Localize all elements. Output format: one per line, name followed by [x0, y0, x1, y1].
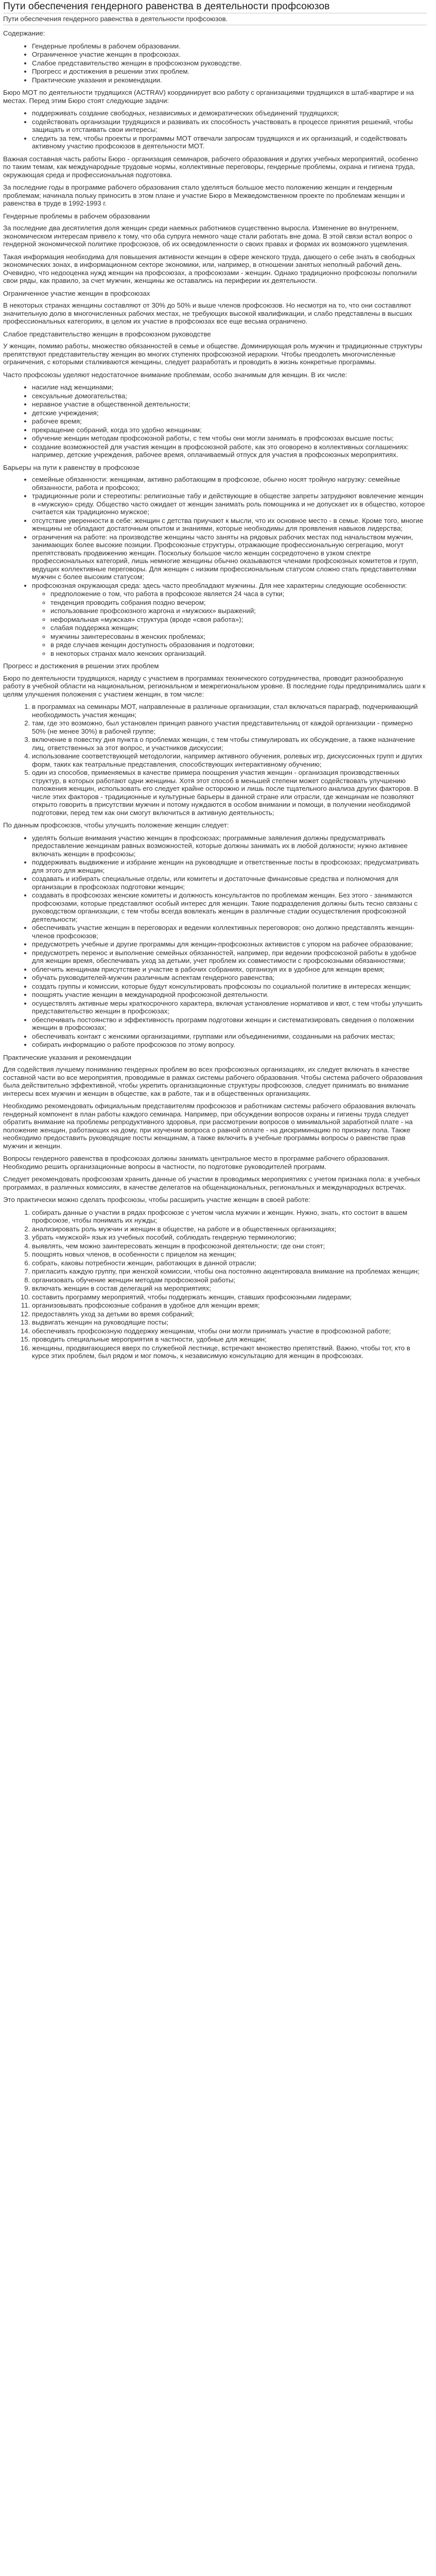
list-item: • семейные обязанности: женщинам, активно работающим в профсоюзе, обычно носят тройную нагрузку: семейные обязанности, работа и профсоюз;: [32, 476, 427, 492]
list-item: 13. выдвигать женщин на руководящие посты;: [32, 1318, 427, 1327]
list-item: • неравное участие в общественной деятельности;: [32, 400, 427, 409]
list-item: • обеспечивать контакт с женскими организациями, группами или объединениями, созданными на рабочих местах;: [32, 1032, 427, 1041]
list-item: 8. организовать обучение женщин методам профсоюзной работы;: [32, 1276, 427, 1284]
list-item: • создавать и избирать специальные отделы, или комитеты и достаточные финансовые средства и полномочия для организации в профсоюзах подготовки женщин;: [32, 875, 427, 891]
list-item: 4. выявлять, чем можно заинтересовать женщин в профсоюзной деятельности; где они стоят;: [32, 1242, 427, 1250]
section-heading-1: Гендерные проблемы в рабочем образовании: [3, 212, 150, 220]
intro-paragraph-3: За последние годы в программе рабочего образования стало уделяться большое место положению женщин и гендерным проблемам; начинала польку приносить в этом плане и участие Бюро в Межведомственном проекте по проблемам женщин и равенства в труде в 1992-1993 г.: [3, 183, 405, 207]
section-heading-2: Ограниченное участие женщин в профсоюзах: [3, 289, 150, 297]
section-heading-6: Практические указания и рекомендации: [3, 1053, 132, 1061]
list-item: • создать группы и комиссии, которые будут консультировать профсоюзы по социальной политике в интересах женщин;: [32, 982, 427, 991]
list-item: 10. составить программу мероприятий, чтобы поддержать женщин, ставших профсоюзными лидерами;: [32, 1293, 427, 1301]
list-item: • Практические указания и рекомендации.: [32, 76, 427, 84]
list-item: 16. женщины, продвигающиеся вверх по служебной лестнице, встречают множество препятствий. Важно, чтобы тот, кто в курсе этих проблем, был рядом и мог помочь, к независимую консультацию для женщин в профсоюзах.: [32, 1344, 427, 1360]
list-item: • предусмотреть учебные и другие программы для женщин-профсоюзных активистов с упором на рабочее образование;: [32, 940, 427, 948]
list-item: • обеспечивать постоянство и эффективность программ подготовки женщин и систематизировать сведения о положении женщин в профсоюзах;: [32, 1016, 427, 1032]
list-item: 5. поощрять новых членов, в особенности с прицелом на женщин;: [32, 1250, 427, 1259]
list-item: 2. анализировать роль мужчин и женщин в обществе, на работе и в общественных организациях;: [32, 1225, 427, 1233]
list-item: • традиционные роли и стереотипы: религиозные табу и действующие в обществе запреты затрудняют вовлечение женщин в «мужскую» среду. Общество часто ожидает от женщин занимать роль помощника и не допускает их в общество, которое считается как традиционно мужское;: [32, 492, 427, 516]
list-item: 6. собрать, каковы потребности женщин, работающих в данной отрасли;: [32, 1259, 427, 1267]
list-item: • отсутствие уверенности в себе: женщин с детства приучают к мысли, что их основное место - в семье. Кроме того, многие женщины не обладают достаточным опытом и знаниями, которые необходимы для проявления навыков лидерства;: [32, 517, 427, 533]
list-item: 4. использование соответствующей методологии, например активного обучения, ролевых игр, дискуссионных групп и других форм, таких как театральные представления, способствующих интерактивному обучению;: [32, 752, 427, 768]
section-2-paragraph-1: В некоторых странах женщины составляют от 30% до 50% и выше членов профсоюзов. Но несмотря на то, что они составляют значительную долю в многочисленных рабочих местах, не требующих высокой квалификации, и слабо представлены в высших профессиональных категориях, в целом их участие в профсоюзах все еще весьма ограничено.: [3, 301, 412, 325]
sub-list-item: ◦ мужчины заинтересованы в женских проблемах;: [50, 633, 427, 641]
list-item: • Ограниченное участие женщин в профсоюзах.: [32, 50, 427, 59]
list-item: • рабочее время;: [32, 417, 427, 426]
list-item: • поддерживать создание свободных, независимых и демократических объединений трудящихся;: [32, 109, 427, 117]
list-item: • поощрять участие женщин в международной профсоюзной деятельности.: [32, 991, 427, 999]
section-5-paragraph-1: Бюро по деятельности трудящихся, наряду с участием в программах технического сотрудничества, проводит разнообразную работу в учебной области на национальном, региональном и межрегиональном уровне. В последние годы предпринимались шаги к целям улучшения положения с участием женщин, в том числе:: [3, 674, 426, 698]
list-item: • насилие над женщинами;: [32, 383, 427, 392]
section-heading-3: Слабое представительство женщин в профсоюзном руководстве: [3, 330, 211, 338]
section-6-paragraph-4: Следует рекомендовать профсоюзам хранить данные об участии в проводимых мероприятиях с учетом признака пола: в учебных программах, в различных комиссиях, в качестве делегатов на общенациональных, региональных и международных встречах.: [3, 1175, 421, 1191]
page-title: Пути обеспечения гендерного равенства в деятельности профсоюзов: [3, 1, 330, 12]
section-heading-5: Прогресс и достижения в решении этих проблем: [3, 662, 159, 670]
list-item: • создание возможностей для участия женщин в профсоюзной работе, как это оговорено в коллективных соглашениях: например, детские учреждения, рабочее время, оплачиваемый отпуск для участия в профсоюзных мероприятиях.: [32, 443, 427, 459]
section-6-paragraph-2: Необходимо рекомендовать официальным представителям профсоюзов и работникам системы рабочего образования включать гендерный компонент в план работы каждого семинара. Например, при обсуждении вопросов охраны и гигиены труда следует обратить внимание на проблемы репродуктивного здоровья, при рассмотрении вопросов о минимальной заработной плате - на положение женщин, работающих на дому, при изучении вопроса о равной оплате - на дискриминацию по признаку пола. Также необходимо предоставить руководящие посты женщинам, а также включить в учебные программы вопросы о равенстве прав мужчин и женщин.: [3, 1102, 416, 1150]
sub-list-item: ◦ использование профсоюзного жаргона и «мужских» выражений;: [50, 607, 427, 615]
section-3-paragraph-2: Часто профсоюзы уделяют недостаточное внимание проблемам, особо значимым для женщин. В их числе:: [3, 370, 347, 379]
list-item: 2. там, где это возможно, был установлен принцип равного участия представительниц от каждой организации - примерно 50% (не менее 30%) в рабочей группе;: [32, 719, 427, 735]
list-item: • следить за тем, чтобы проекты и программы МОТ отвечали запросам трудящихся и их организаций, и содействовать активному участию профсоюзов в деятельности МОТ.: [32, 134, 427, 150]
page-subtitle: Пути обеспечения гендерного равенства в деятельности профсоюзов.: [3, 13, 427, 25]
section-6-paragraph-5: Это практически можно сделать профсоюзы, чтобы расширить участие женщин в своей работе:: [3, 1196, 310, 1204]
section-6-paragraph-1: Для содействия лучшему пониманию гендерных проблем во всех профсоюзных организациях, их следует включать в качестве составной части во все мероприятия, проводимые в рамках системы рабочего образования. Чтобы система рабочего образования была действительно эффективной, чтобы укрепить организационные структуры профсоюзов, следует принимать во внимание интересы всех мужчин и женщин в обществе, как в работе, так и в общественных организациях.: [3, 1065, 423, 1097]
list-item: 5. один из способов, применяемых в качестве примера поощрения участия женщин - организация производственных структур, в которых работают одни женщины. Хотя этот способ в меньшей степени может содействовать улучшению положения женщин, использовать его следует крайне осторожно и лишь после тщательного анализа других факторов. В числе этих факторов - традиционные и культурные барьеры в данной стране или отрасли, где женщинам не позволяют открыто говорить в присутствии мужчин и потому нуждаются в особом внимании и помощи, в получении необходимой подготовки, перед тем как они смогут включиться в активную деятельность;: [32, 769, 427, 817]
list-item: 7. пригласить каждую группу, при женской комиссии, чтобы она постоянно акцентировала внимание на проблемах женщин;: [32, 1267, 427, 1276]
list-item: 11. организовывать профсоюзные собрания в удобное для женщин время;: [32, 1301, 427, 1310]
section-heading-4: Барьеры на пути к равенству в профсоюзе: [3, 463, 139, 471]
list-item: 15. проводить специальные мероприятия в частности, удобные для женщин;: [32, 1335, 427, 1344]
section-4-list: [3, 476, 427, 657]
list-item: • Прогресс и достижения в решении этих проблем.: [32, 67, 427, 76]
sub-list: [32, 590, 427, 657]
list-item: • предусмотреть перенос и выполнение семейных обязанностей, например, при ведении профсоюзной работы в удобное для женщин время, обеспечивать уход за детьми, учет проблем их совместимости с профсоюзными обязанностями;: [32, 949, 427, 965]
list-item: • уделять больше внимания участию женщин в профсоюзах; программные заявления должны предусматривать предоставление женщинам равных возможностей, которые должны занимать их в любой должности; нужно активнее включать женщин в профсоюзы;: [32, 834, 427, 858]
section-5-list-2: [3, 834, 427, 1049]
section-3-list: [3, 383, 427, 459]
section-5-paragraph-2: По данным профсоюзов, чтобы улучшить положение женщин следует:: [3, 821, 229, 829]
intro-paragraph-1: Бюро МОТ по деятельности трудящихся (ACTRAV) координирует всю работу с организациями трудящихся в штаб-квартире и на местах. Перед этим Бюро стоят следующие задачи:: [3, 89, 414, 105]
list-item: • создавать в профсоюзах женские комитеты и должность консультантов по проблемам женщин. Без этого - занимаются профсоюзами, которые представляют особый интерес для женщин. Такие подразделения должны быть тесно связаны с руководством организации, с тем чтобы всегда вовлекать женщин в различные стадии осуществления профсоюзной деятельности;: [32, 891, 427, 923]
sub-list-item: ◦ в ряде случаев женщин доступность образования и подготовки;: [50, 641, 427, 649]
intro-list: [3, 109, 427, 150]
list-item: • поддерживать выдвижение и избрание женщин на руководящие и ответственные посты в профсоюзах; предусматривать для этого для женщин;: [32, 858, 427, 874]
sub-list-item: ◦ тенденция проводить собрания поздно вечером;: [50, 599, 427, 607]
section-1-paragraph-1: За последние два десятилетия доля женщин среди наемных работников существенно выросла. Изменение во внутреннем, экономическом интересам привело к тому, что оба супруга немного чаще стали работать вне дома. В этой связи встал вопрос о гендерной экономической политике профсоюзов, об их осведомленности о своих правах и формах их возможного ущемления.: [3, 224, 412, 248]
list-item: • обеспечивать участие женщин в переговорах и ведении коллективных переговоров; оно должно представлять женщин-членов профсоюзов;: [32, 924, 427, 940]
list-item: 14. обеспечивать профсоюзную поддержку женщинам, чтобы они могли принимать участие в профсоюзной работе;: [32, 1327, 427, 1335]
list-item: • собирать информацию о работе профсоюзов по этому вопросу.: [32, 1041, 427, 1049]
sub-list-item: ◦ предположение о том, что работа в профсоюзе является 24 часа в сутки;: [50, 590, 427, 598]
list-item: • осуществлять активные меры краткосрочного характера, включая установление нормативов и квот, с тем чтобы улучшить представительство женщин в профсоюзах;: [32, 999, 427, 1015]
list-item: • детские учреждения;: [32, 409, 427, 417]
list-item: 9. включать женщин в состав делегаций на мероприятиях;: [32, 1284, 427, 1293]
section-6-paragraph-3: Вопросы гендерного равенства в профсоюзах должны занимать центральное место в программе рабочего образования. Необходимо решить организационные вопросы в частности, по подготовке руководителей программ.: [3, 1155, 390, 1171]
list-item: • Гендерные проблемы в рабочем образовании.: [32, 42, 427, 50]
sub-list-item: ◦ неформальная «мужская» структура (вроде «своя работа»);: [50, 616, 427, 624]
toc-list: [3, 42, 427, 84]
list-item: 1. собирать данные о участии в рядах профсоюзе с учетом числа мужчин и женщин. Нужно, знать, кто состоит в вашем профсоюзе, чтобы понимать их нужды;: [32, 1209, 427, 1225]
list-item: 3. убрать «мужской» язык из учебных пособий, соблюдать гендерную терминологию;: [32, 1233, 427, 1242]
list-item: • содействовать организации трудящихся и развивать их способность участвовать в процессе принятия решений, чтобы защищать и отстаивать свои интересы;: [32, 118, 427, 134]
toc-label: Содержание:: [3, 29, 45, 37]
intro-paragraph-2: Важная составная часть работы Бюро - организация семинаров, рабочего образования и других учебных мероприятий, особенно по таким темам, как международные трудовые нормы, коллективные переговоры, гендерные проблемы, охрана и гигиена труда, окружающая среда и профессиональная подготовка.: [3, 155, 418, 179]
sub-list-item: ◦ слабая поддержка женщин;: [50, 624, 427, 632]
list-item: 12. предоставлять уход за детьми во время собраний;: [32, 1310, 427, 1318]
list-item: • обучение женщин методам профсоюзной работы, с тем чтобы они могли занимать в профсоюзах высшие посты;: [32, 434, 427, 443]
list-item: • профсоюзная окружающая среда: здесь часто преобладают мужчины. Для нее характерны следующие особенности: ◦ предположение о том, что работа в профсоюзе является 24 часа в сутки; ◦ тенденция проводить собрания поздно вечером; ◦ использование профсоюзного жаргона и «мужских» выражений; ◦ неформальная «мужская» структура (вроде «своя работа»); ◦ слабая поддержка женщин; ◦ мужчины заинтересованы в женских проблемах; ◦ в ряде случаев женщин доступность образования и подготовки; ◦ в некоторых странах мало женских организаций.: [32, 582, 427, 658]
list-item: • Слабое представительство женщин в профсоюзном руководстве.: [32, 59, 427, 67]
sub-list-item: ◦ в некоторых странах мало женских организаций.: [50, 650, 427, 658]
list-item: 3. включение в повестку дня пункта о проблемах женщин, с тем чтобы стимулировать их обсуждение, а также назначение лиц, ответственных за этот вопрос, и участников дискуссии;: [32, 736, 427, 752]
list-item: • прекращение собраний, когда это удобно женщинам;: [32, 426, 427, 434]
list-item: • ограничения на работе: на производстве женщины часто заняты на рядовых рабочих местах под начальством мужчин, занимающих более высокие позиции. Профсоюзные структуры, отражающие профессиональную сегрегацию, могут препятствовать продвижению женщин. Поскольку большое число женщин сосредоточено в узком спектре профессиональных категорий, лишь немногие женщины обычно оказываются членами профсоюзных комитетов и групп, ведущих коллективные переговоры. Для женщин с низким профессиональным статусом сложно стать представителями мужчин с более высоким статусом;: [32, 533, 427, 581]
section-3-paragraph-1: У женщин, помимо работы, множество обязанностей в семье и обществе. Доминирующая роль мужчин и традиционные структуры препятствуют представительству женщин во многих ступенях профсоюзной иерархии. Чтобы преодолеть многочисленные ограничения, с которыми сталкиваются женщины, следует разработать и проводить в жизнь конкретные программы.: [3, 342, 423, 366]
list-item: 1. в программах на семинары МОТ, направленные в различные организации, стал включаться параграф, подчеркивающий необходимость участия женщин;: [32, 703, 427, 719]
section-6-list: [3, 1209, 427, 1360]
section-5-list: [3, 703, 427, 817]
list-item: • облегчить женщинам присутствие и участие в рабочих собраниях, организуя их в удобное для женщин время;: [32, 965, 427, 974]
section-1-paragraph-2: Такая информация необходима для повышения активности женщин в сфере женского труда, дающего о себе знать в свободных экономических зонах, в информационном секторе экономики, или, например, в отношении занятых неполный рабочий день. Очевидно, что недооценка нужд женщин на профсоюзах, а профсоюзами - женщин. Однако традиционно профсоюзы пополнили свои ряды, как правило, за счет мужчин, женщины же оставались на периферии их деятельности.: [3, 252, 417, 284]
list-item: • сексуальные домогательства;: [32, 392, 427, 400]
list-item: • обучать руководителей-мужчин различным аспектам гендерного равенства;: [32, 974, 427, 982]
